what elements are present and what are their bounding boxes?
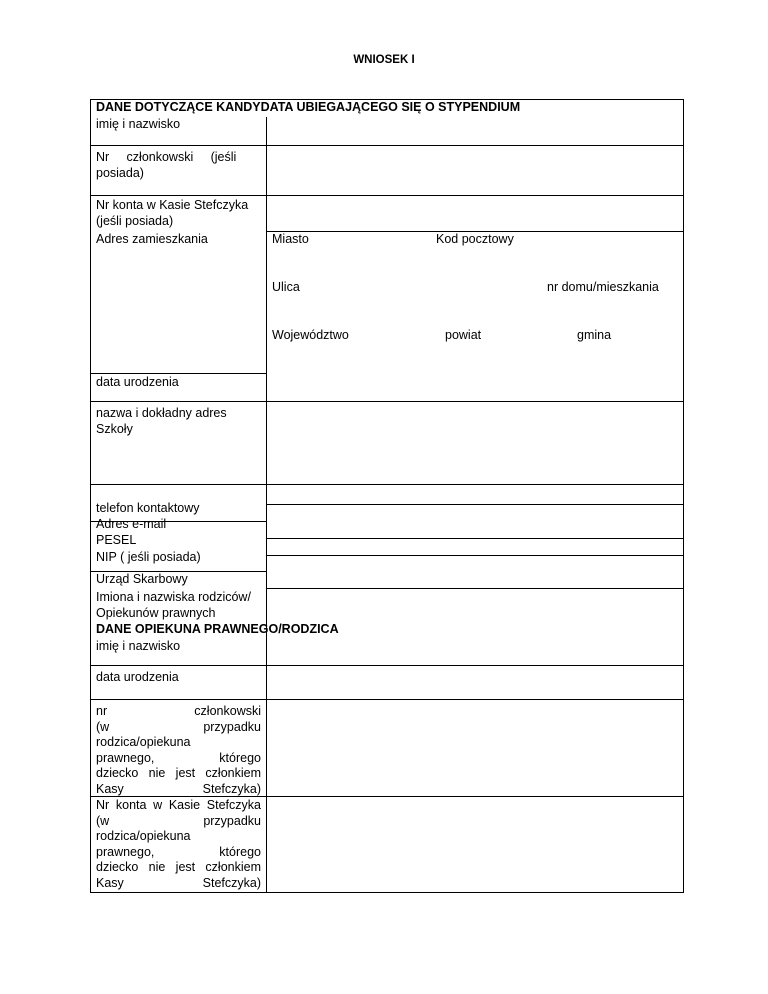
label-line: dziecko nie jest członkiem xyxy=(96,860,261,874)
commune-label: gmina xyxy=(577,328,612,342)
tax-office-label: Urząd Skarbowy xyxy=(96,572,188,586)
label-line: prawnego, którego xyxy=(96,750,261,765)
label-line: rodzica/opiekuna xyxy=(96,735,191,749)
row-divider xyxy=(90,699,684,700)
row-divider xyxy=(266,504,684,505)
label-line: dziecko nie jest członkiem xyxy=(96,766,261,780)
guardian-birth-date-label: data urodzenia xyxy=(96,670,179,684)
candidate-section-header: DANE DOTYCZĄCE KANDYDATA UBIEGAJĄCEGO SIĘ O STYPENDIUM xyxy=(96,100,521,114)
label-line: Kasy Stefczyka) xyxy=(96,781,261,796)
birth-date-label: data urodzenia xyxy=(96,375,179,389)
column-divider xyxy=(266,117,267,893)
voivodeship-label: Województwo xyxy=(272,328,349,342)
label-line: nr członkowski xyxy=(96,704,261,718)
label-line: (w przypadku xyxy=(96,719,261,734)
row-divider xyxy=(90,195,684,196)
row-divider xyxy=(90,145,684,146)
row-divider xyxy=(266,588,684,589)
name-label: imię i nazwisko xyxy=(96,117,181,131)
row-divider xyxy=(90,401,684,402)
table-border-left xyxy=(90,99,91,893)
phone-label: telefon kontaktowy xyxy=(96,501,200,515)
address-label: Adres zamieszkania xyxy=(96,232,208,246)
member-number-label: Nr członkowski (jeśli xyxy=(96,150,237,164)
row-divider xyxy=(266,538,684,539)
city-label: Miasto xyxy=(272,232,309,246)
account-number-label: Nr konta w Kasie Stefczyka xyxy=(96,198,249,212)
table-border-bottom xyxy=(90,892,684,893)
guardian-section-header: DANE OPIEKUNA PRAWNEGO/RODZICA xyxy=(96,622,339,636)
guardian-name-label: imię i nazwisko xyxy=(96,639,181,653)
county-label: powiat xyxy=(445,328,482,342)
email-label: Adres e-mail xyxy=(96,517,167,531)
account-number-label-line2: (jeśli posiada) xyxy=(96,214,174,228)
label-line: rodzica/opiekuna xyxy=(96,829,191,843)
label-line: prawnego, którego xyxy=(96,844,261,859)
guardian-member-number-label xyxy=(96,704,261,797)
row-divider xyxy=(90,373,266,374)
table-border-right xyxy=(683,99,684,893)
label-line: Kasy Stefczyka) xyxy=(96,875,261,890)
application-form-table xyxy=(90,99,684,893)
member-number-label-line2: posiada) xyxy=(96,166,144,180)
parents-names-label-line2: Opiekunów prawnych xyxy=(96,606,216,620)
pesel-label: PESEL xyxy=(96,533,137,547)
parents-names-label: Imiona i nazwiska rodziców/ xyxy=(96,590,251,604)
postal-code-label: Kod pocztowy xyxy=(436,232,514,246)
row-divider xyxy=(90,484,684,485)
row-divider xyxy=(266,555,684,556)
row-divider xyxy=(90,665,684,666)
nip-label: NIP ( jeśli posiada) xyxy=(96,550,201,564)
document-title: WNIOSEK I xyxy=(353,54,415,66)
street-label: Ulica xyxy=(272,280,300,294)
guardian-account-number-label xyxy=(96,798,261,891)
school-label-line2: Szkoły xyxy=(96,422,133,436)
house-number-label: nr domu/mieszkania xyxy=(547,280,659,294)
school-label: nazwa i dokładny adres xyxy=(96,406,227,420)
label-line: (w przypadku xyxy=(96,813,261,828)
label-line: Nr konta w Kasie Stefczyka xyxy=(96,798,261,812)
